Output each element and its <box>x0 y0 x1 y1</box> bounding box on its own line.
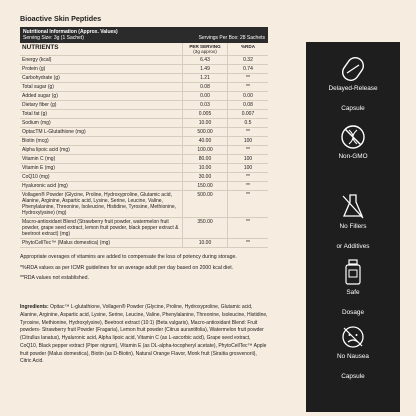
rda-value: 100 <box>228 164 269 173</box>
table-row <box>20 56 268 65</box>
feature-panel <box>306 42 400 412</box>
per-serving-value: 1.21 <box>183 74 228 83</box>
per-serving-value: 500.00 <box>183 128 228 137</box>
rda-value: 0.007 <box>228 110 269 119</box>
badge-line2: or Additives <box>336 242 370 250</box>
nutrient-name: Protein (g) <box>20 65 183 74</box>
ingredients <box>20 304 268 366</box>
nutrient-name: Dietary fiber (g) <box>20 101 183 110</box>
table-row <box>20 119 268 128</box>
flask-crossed-icon <box>340 192 366 220</box>
nutrition-table <box>20 43 268 248</box>
nutrient-name: Biotin (mcg) <box>20 137 183 146</box>
serving-size: Serving Size: 3g (1 Sachet) <box>23 35 84 41</box>
badge-line2: Capsule <box>341 372 365 380</box>
per-serving-value: 30.00 <box>183 173 228 182</box>
nutrient-name: Total sugar (g) <box>20 83 183 92</box>
badge-line2: Capsule <box>341 104 365 112</box>
servings-per-box: Servings Per Box: 28 Sachets <box>198 35 265 41</box>
per-serving-value: 6.43 <box>183 56 228 65</box>
col-rda: %RDA <box>228 43 269 56</box>
dna-crossed-icon <box>340 124 366 150</box>
rda-value: 0.5 <box>228 119 269 128</box>
nutrition-header <box>20 27 268 43</box>
badge-line1: Non-GMO <box>338 153 368 160</box>
badge-line1: Safe <box>346 289 360 296</box>
badge-line1: No Fillers <box>339 223 367 230</box>
per-serving-value: 1.49 <box>183 65 228 74</box>
nutrient-name: Energy (kcal) <box>20 56 183 65</box>
col-per-serving-label: PER SERVING <box>189 44 221 49</box>
table-row <box>20 137 268 146</box>
nutrient-name: Vitamin E (mg) <box>20 164 183 173</box>
nutrient-name: Carbohydrate (g) <box>20 74 183 83</box>
rda-value: ** <box>228 173 269 182</box>
bottle-icon <box>342 258 364 286</box>
nutrition-section <box>20 14 268 286</box>
nutrient-name: Alpha lipoic acid (mg) <box>20 146 183 155</box>
nutrient-name: PhytoCellTec™ (Malus domestica) (mg) <box>20 239 183 248</box>
table-row <box>20 128 268 137</box>
nutrient-name: Hyaluronic acid (mg) <box>20 182 183 191</box>
rda-value: ** <box>228 182 269 191</box>
note: *%RDA values as per ICMR guidelines for an average adult per day based on 2000 kcal diet. <box>20 264 234 271</box>
per-serving-value: 0.005 <box>183 110 228 119</box>
rda-value: ** <box>228 191 269 218</box>
table-row <box>20 146 268 155</box>
note: Appropriate overages of vitamins are added to compensate the loss of potency during storage. <box>20 254 237 260</box>
table-row <box>20 239 268 248</box>
per-serving-value: 10.00 <box>183 119 228 128</box>
table-row <box>20 191 268 218</box>
rda-value: 0.32 <box>228 56 269 65</box>
rda-value: ** <box>228 83 269 92</box>
per-serving-value: 10.00 <box>183 239 228 248</box>
per-serving-value: 10.00 <box>183 164 228 173</box>
rda-value: ** <box>228 128 269 137</box>
badge-line2: Dosage <box>341 308 365 316</box>
per-serving-value: 0.03 <box>183 101 228 110</box>
rda-value: 100 <box>228 155 269 164</box>
badge-non-gmo <box>306 124 400 161</box>
nutrient-name: Macro-antioxidant Blend (Strawberry fruit powder, watermelon fruit powder, grape seed extract, lemon fruit powder, black pepper extract & beetroot extract) (mg) <box>20 218 183 239</box>
rda-value: ** <box>228 218 269 239</box>
badge-delayed-release <box>306 56 400 113</box>
sick-face-crossed-icon <box>340 324 366 350</box>
ingredients-text: Opitac™ L-glutathione, Vollagen® Powder (Glycine, Proline, Hydroxyproline, Glutamic acid, Alanine, Arginine, Aspartic acid, Lysine, Serine, Leucine, Valine, Phenylalanine, Threonine, Isoleucine, Histidine, Tyrosine, Methionine, Hydroxylysine), Beetroot extract (10:1) (Beta vulgaris), Macro-antioxidant Blend: Fruit powders- Strawberry fruit Powder (Fragaria), Lemon fruit powder (Citrus aurantifolia), Watermelon fruit powder (Citrullus lanatus), Hyaluronic acid, Alpha lipoic acid, Vitamin C (as L-ascorbic acid), Grape seed extract, CoQ10, Black pepper extract (Piper nigrum), Vitamin E (as DL-alpha-tocopheryl acetate), PhytoCellTec™ Apple fruit powder (Malus domestica), Biotin (as D-Biotin), Natural Orange Flavor, Monk fruit (Siraitia grosvenorii), Citric Acid. <box>20 304 268 365</box>
table-row <box>20 164 268 173</box>
table-row <box>20 101 268 110</box>
table-row <box>20 182 268 191</box>
nutrient-name: OptacTM L-Glutathione (mg) <box>20 128 183 137</box>
per-serving-value: 80.00 <box>183 155 228 164</box>
nutrition-header-title: Nutritional Information (Approx. Values) <box>23 29 118 35</box>
product-title: Bioactive Skin Peptides <box>20 14 102 23</box>
ingredients-label: Ingredients: <box>20 304 49 310</box>
table-row <box>20 173 268 182</box>
col-per-serving <box>183 43 228 56</box>
table-row <box>20 74 268 83</box>
nutrient-name: Vitamin C (mg) <box>20 155 183 164</box>
table-row <box>20 110 268 119</box>
table-row <box>20 155 268 164</box>
per-serving-value: 100.00 <box>183 146 228 155</box>
rda-value: 100 <box>228 137 269 146</box>
col-nutrients: NUTRIENTS <box>20 43 183 56</box>
rda-value: ** <box>228 146 269 155</box>
rda-value: 0.08 <box>228 101 269 110</box>
rda-value: 0.74 <box>228 65 269 74</box>
per-serving-value: 0.08 <box>183 83 228 92</box>
table-row <box>20 83 268 92</box>
nutrient-name: Added sugar (g) <box>20 92 183 101</box>
nutrient-name: Sodium (mg) <box>20 119 183 128</box>
note: **RDA values not established. <box>20 275 89 282</box>
per-serving-value: 0.00 <box>183 92 228 101</box>
per-serving-value: 150.00 <box>183 182 228 191</box>
badge-no-nausea <box>306 324 400 381</box>
badge-safe-dosage <box>306 258 400 317</box>
capsule-icon <box>341 56 365 82</box>
badge-line1: Delayed-Release <box>328 85 378 92</box>
per-serving-value: 500.00 <box>183 191 228 218</box>
per-serving-value: 40.00 <box>183 137 228 146</box>
nutrient-name: Total fat (g) <box>20 110 183 119</box>
rda-value: ** <box>228 74 269 83</box>
nutrient-name: Vollagen® Powder (Glycine, Proline, Hydroxyproline, Glutamic acid, Alanine, Arginine, Aspartic acid, Lysine, Serine, Leucine, Valine, Phenylalanine, Threonine, Isoleucine, Histidine, Tyrosine, Methionine, Hydroxylysine) (mg) <box>20 191 183 218</box>
nutrient-name: CoQ10 (mg) <box>20 173 183 182</box>
badge-no-fillers <box>306 192 400 251</box>
notes <box>20 254 268 283</box>
rda-value: ** <box>228 239 269 248</box>
col-per-serving-sub: (3g approx) <box>193 49 217 54</box>
rda-value: 0.00 <box>228 92 269 101</box>
table-row <box>20 92 268 101</box>
table-row <box>20 218 268 239</box>
table-row <box>20 65 268 74</box>
badge-line1: No Nausea <box>337 353 369 360</box>
per-serving-value: 350.00 <box>183 218 228 239</box>
